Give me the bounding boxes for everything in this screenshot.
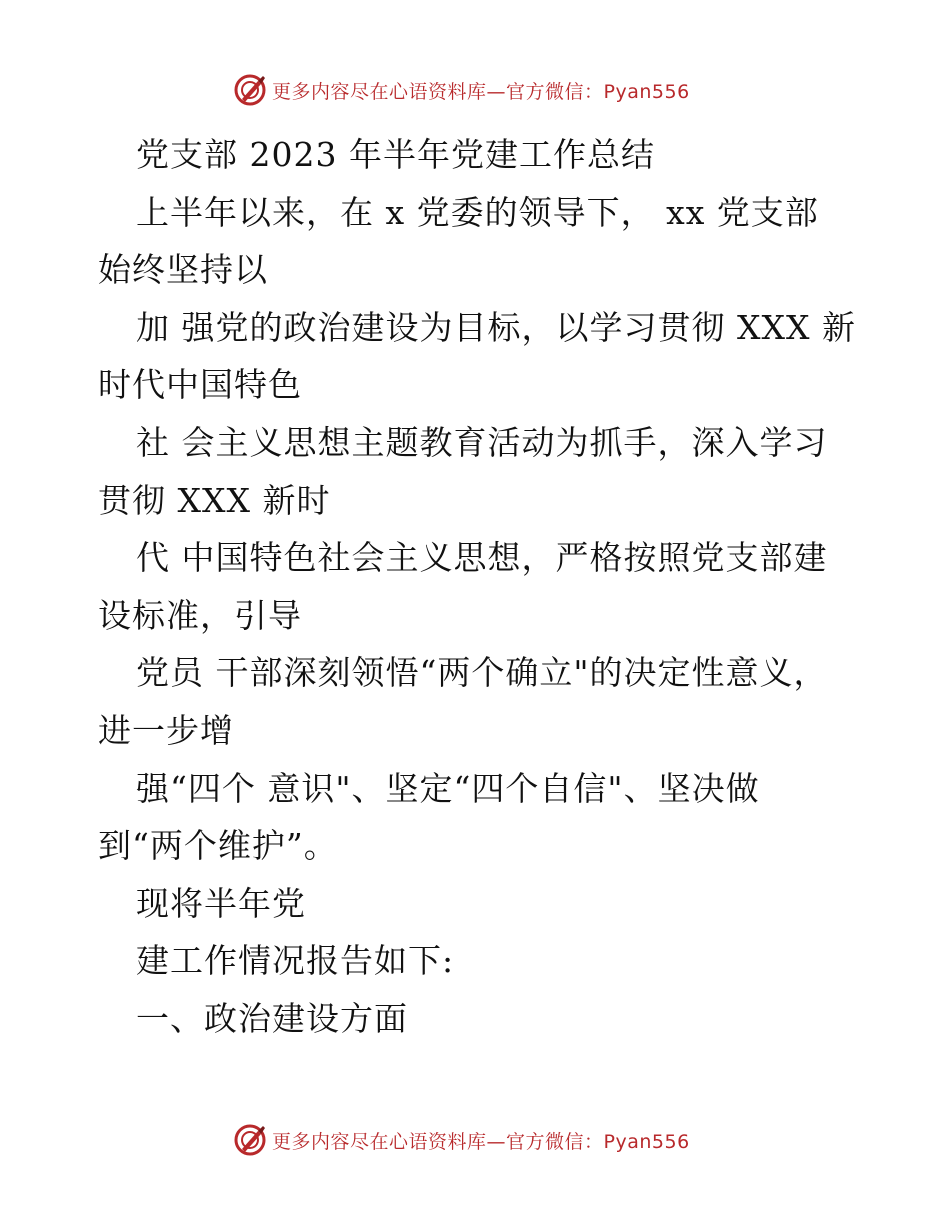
paragraph-line: 社 会主义思想主题教育活动为抓手，深入学习 xyxy=(136,422,828,462)
paragraph-line: 到“两个维护”。 xyxy=(98,826,338,866)
paragraph-line: 建工作情况报告如下: xyxy=(136,941,455,981)
paragraph-line: 现将半年党 xyxy=(136,883,306,923)
paragraph-line: 贯彻 XXX 新时 xyxy=(98,480,331,520)
paragraph-line: 代 中国特色社会主义思想，严格按照党支部建 xyxy=(136,538,828,578)
paragraph-line: 上半年以来，在 x 党委的领导下， xx 党支部 xyxy=(136,192,819,232)
paragraph-line: 进一步增 xyxy=(98,710,234,750)
paragraph-line: 始终坚持以 xyxy=(98,250,268,290)
paragraph-line: 加 强党的政治建设为目标，以学习贯彻 XXX 新 xyxy=(136,307,856,347)
paragraph-line: 党员 干部深刻领悟“两个确立"的决定性意义， xyxy=(136,653,828,693)
document-title: 党支部 2023 年半年党建工作总结 xyxy=(136,135,655,174)
pen-seal-icon xyxy=(232,1122,268,1158)
paragraph-line: 时代中国特色 xyxy=(98,365,302,405)
header-banner xyxy=(232,70,752,110)
section-heading: 一、政治建设方面 xyxy=(136,998,408,1038)
pen-seal-icon xyxy=(232,72,268,108)
header-banner-text: 更多内容尽在心语资料库—官方微信：Pyan556 xyxy=(272,80,690,103)
document-body xyxy=(98,126,858,1048)
footer-banner-text: 更多内容尽在心语资料库—官方微信：Pyan556 xyxy=(272,1130,690,1153)
footer-banner xyxy=(232,1120,752,1160)
paragraph-line: 设标准，引导 xyxy=(98,595,302,635)
paragraph-line: 强“四个 意识"、坚定“四个自信"、坚决做 xyxy=(136,768,760,808)
